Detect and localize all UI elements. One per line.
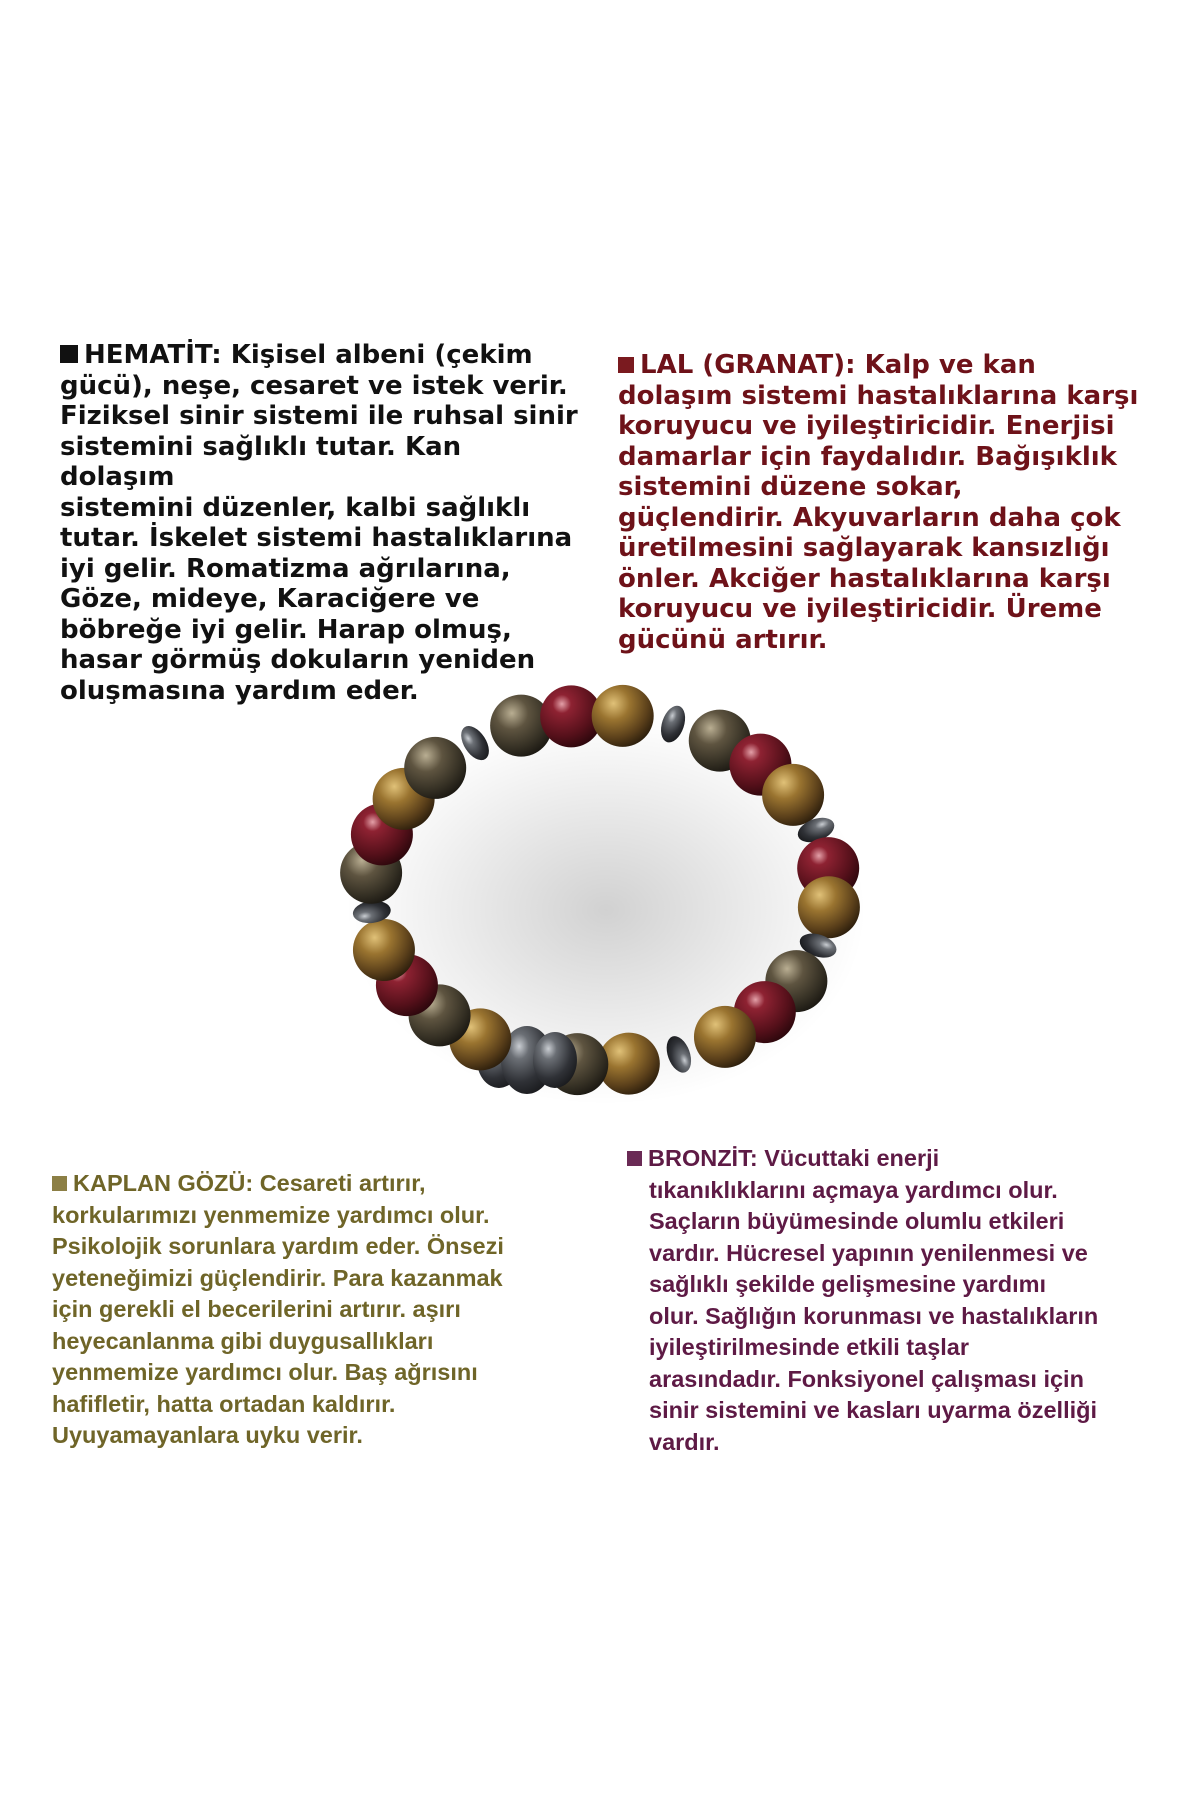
tiger-eye-line: hafifletir, hatta ortadan kaldırır. [52, 1390, 396, 1417]
tiger-bead [592, 685, 654, 747]
garnet-line: üretilmesini sağlayarak kansızlığı [618, 533, 1110, 563]
tiger-eye-line: yeteneğimizi güçlendirir. Para kazanmak [52, 1264, 503, 1291]
garnet-line: sistemini düzene sokar, [618, 472, 963, 502]
tiger-eye-text: Cesareti artırır, [259, 1170, 426, 1196]
hematite-line: Fiziksel sinir sistemi ile ruhsal sinir [60, 401, 578, 431]
bracelet-beads [340, 685, 866, 1105]
garnet-line: dolaşım sistemi hastalıklarına karşı [618, 380, 1139, 411]
bronzite-line: iyileştirilmesinde etkili taşlar [649, 1334, 970, 1360]
bronzite-bullet-icon [627, 1151, 642, 1166]
garnet-line: damarlar için faydalıdır. Bağışıklık [618, 441, 1117, 472]
bronzite-text: Vücuttaki enerji [764, 1145, 940, 1171]
garnet-line: gücünü artırır. [618, 624, 828, 655]
tiger-eye-line: korkularımızı yenmemize yardımcı olur. [52, 1201, 490, 1228]
tiger-bead [762, 764, 824, 826]
tiger-eye-line: yenmemize yardımcı olur. Baş ağrısını [52, 1359, 478, 1385]
bronzite-line: Saçların büyümesinde olumlu etkileri [649, 1208, 1065, 1234]
tiger-eye-line: heyecanlanma gibi duygusallıkları [52, 1327, 434, 1354]
garnet-bullet-icon [618, 357, 634, 373]
hematite-line: gücü), neşe, cesaret ve istek verir. [60, 370, 568, 401]
hematite-line: sistemini düzenler, kalbi sağlıklı [60, 492, 531, 523]
bronzite-line: vardır. [649, 1428, 720, 1455]
tiger-eye-line: Psikolojik sorunlara yardım eder. Önsezi [52, 1233, 504, 1259]
hematite-text: Kişisel albeni (çekim [230, 340, 533, 370]
tiger-eye-line-0 [52, 1168, 612, 1200]
tiger-eye-description [52, 1168, 612, 1452]
garnet-text: Kalp ve kan [864, 350, 1036, 380]
garnet-heading: LAL (GRANAT): [640, 350, 856, 380]
tiger-eye-bullet-icon [52, 1176, 67, 1191]
garnet-line: koruyucu ve iyileştiricidir. Enerjisi [618, 411, 1115, 441]
bead-bracelet-image [270, 665, 930, 1135]
hematite-line: tutar. İskelet sistemi hastalıklarına [60, 523, 573, 553]
garnet-line: koruyucu ve iyileştiricidir. Üreme [618, 594, 1102, 624]
garnet-line-0 [618, 350, 1158, 381]
bronzite-heading: BRONZİT: [648, 1145, 758, 1171]
tiger-bead [353, 919, 415, 981]
tiger-bead [798, 876, 860, 938]
bronzite-line: sağlıklı şekilde gelişmesine yardımı [649, 1271, 1047, 1297]
hematite-line: hasar görmüş dokuların yeniden [60, 645, 536, 675]
garnet-line: güçlendirir. Akyuvarların daha çok [618, 502, 1121, 533]
hematite-line: iyi gelir. Romatizma ağrılarına, [60, 553, 511, 584]
hematite-heading: HEMATİT: [84, 340, 222, 370]
hematite-line: sistemini sağlıklı tutar. Kan dolaşım [60, 431, 462, 492]
bronzite-description [627, 1143, 1187, 1458]
bronzite-line-0 [627, 1143, 1187, 1175]
bronzite-line: vardır. Hücresel yapının yenilenmesi ve [649, 1239, 1088, 1266]
garnet-description [618, 350, 1158, 655]
hematite-centerpiece-bead [533, 1032, 577, 1088]
tiger-bead [694, 1006, 756, 1068]
tiger-eye-line: Uyuyamayanlara uyku verir. [52, 1422, 363, 1448]
bronzite-line: sinir sistemini ve kasları uyarma özelliği [649, 1397, 1098, 1423]
bronzite-line: olur. Sağlığın korunması ve hastalıkların [649, 1302, 1099, 1329]
bronzite-line: arasındadır. Fonksiyonel çalışması için [649, 1365, 1084, 1392]
hematite-bullet-icon [60, 345, 78, 363]
hematite-line: Göze, mideye, Karaciğere ve [60, 584, 480, 614]
hematite-line: oluşmasına yardım eder. [60, 675, 419, 706]
hematite-line-0 [60, 340, 580, 371]
hematite-description [60, 340, 580, 706]
tiger-eye-line: için gerekli el becerilerini artırır. aşırı [52, 1296, 461, 1322]
bronzite-line: tıkanıklıklarını açmaya yardımcı olur. [649, 1176, 1058, 1203]
tiger-eye-heading: KAPLAN GÖZÜ: [73, 1170, 254, 1196]
bronzite-bead [404, 737, 466, 799]
hematite-line: böbreğe iyi gelir. Harap olmuş, [60, 614, 512, 645]
garnet-line: önler. Akciğer hastalıklarına karşı [618, 563, 1111, 594]
